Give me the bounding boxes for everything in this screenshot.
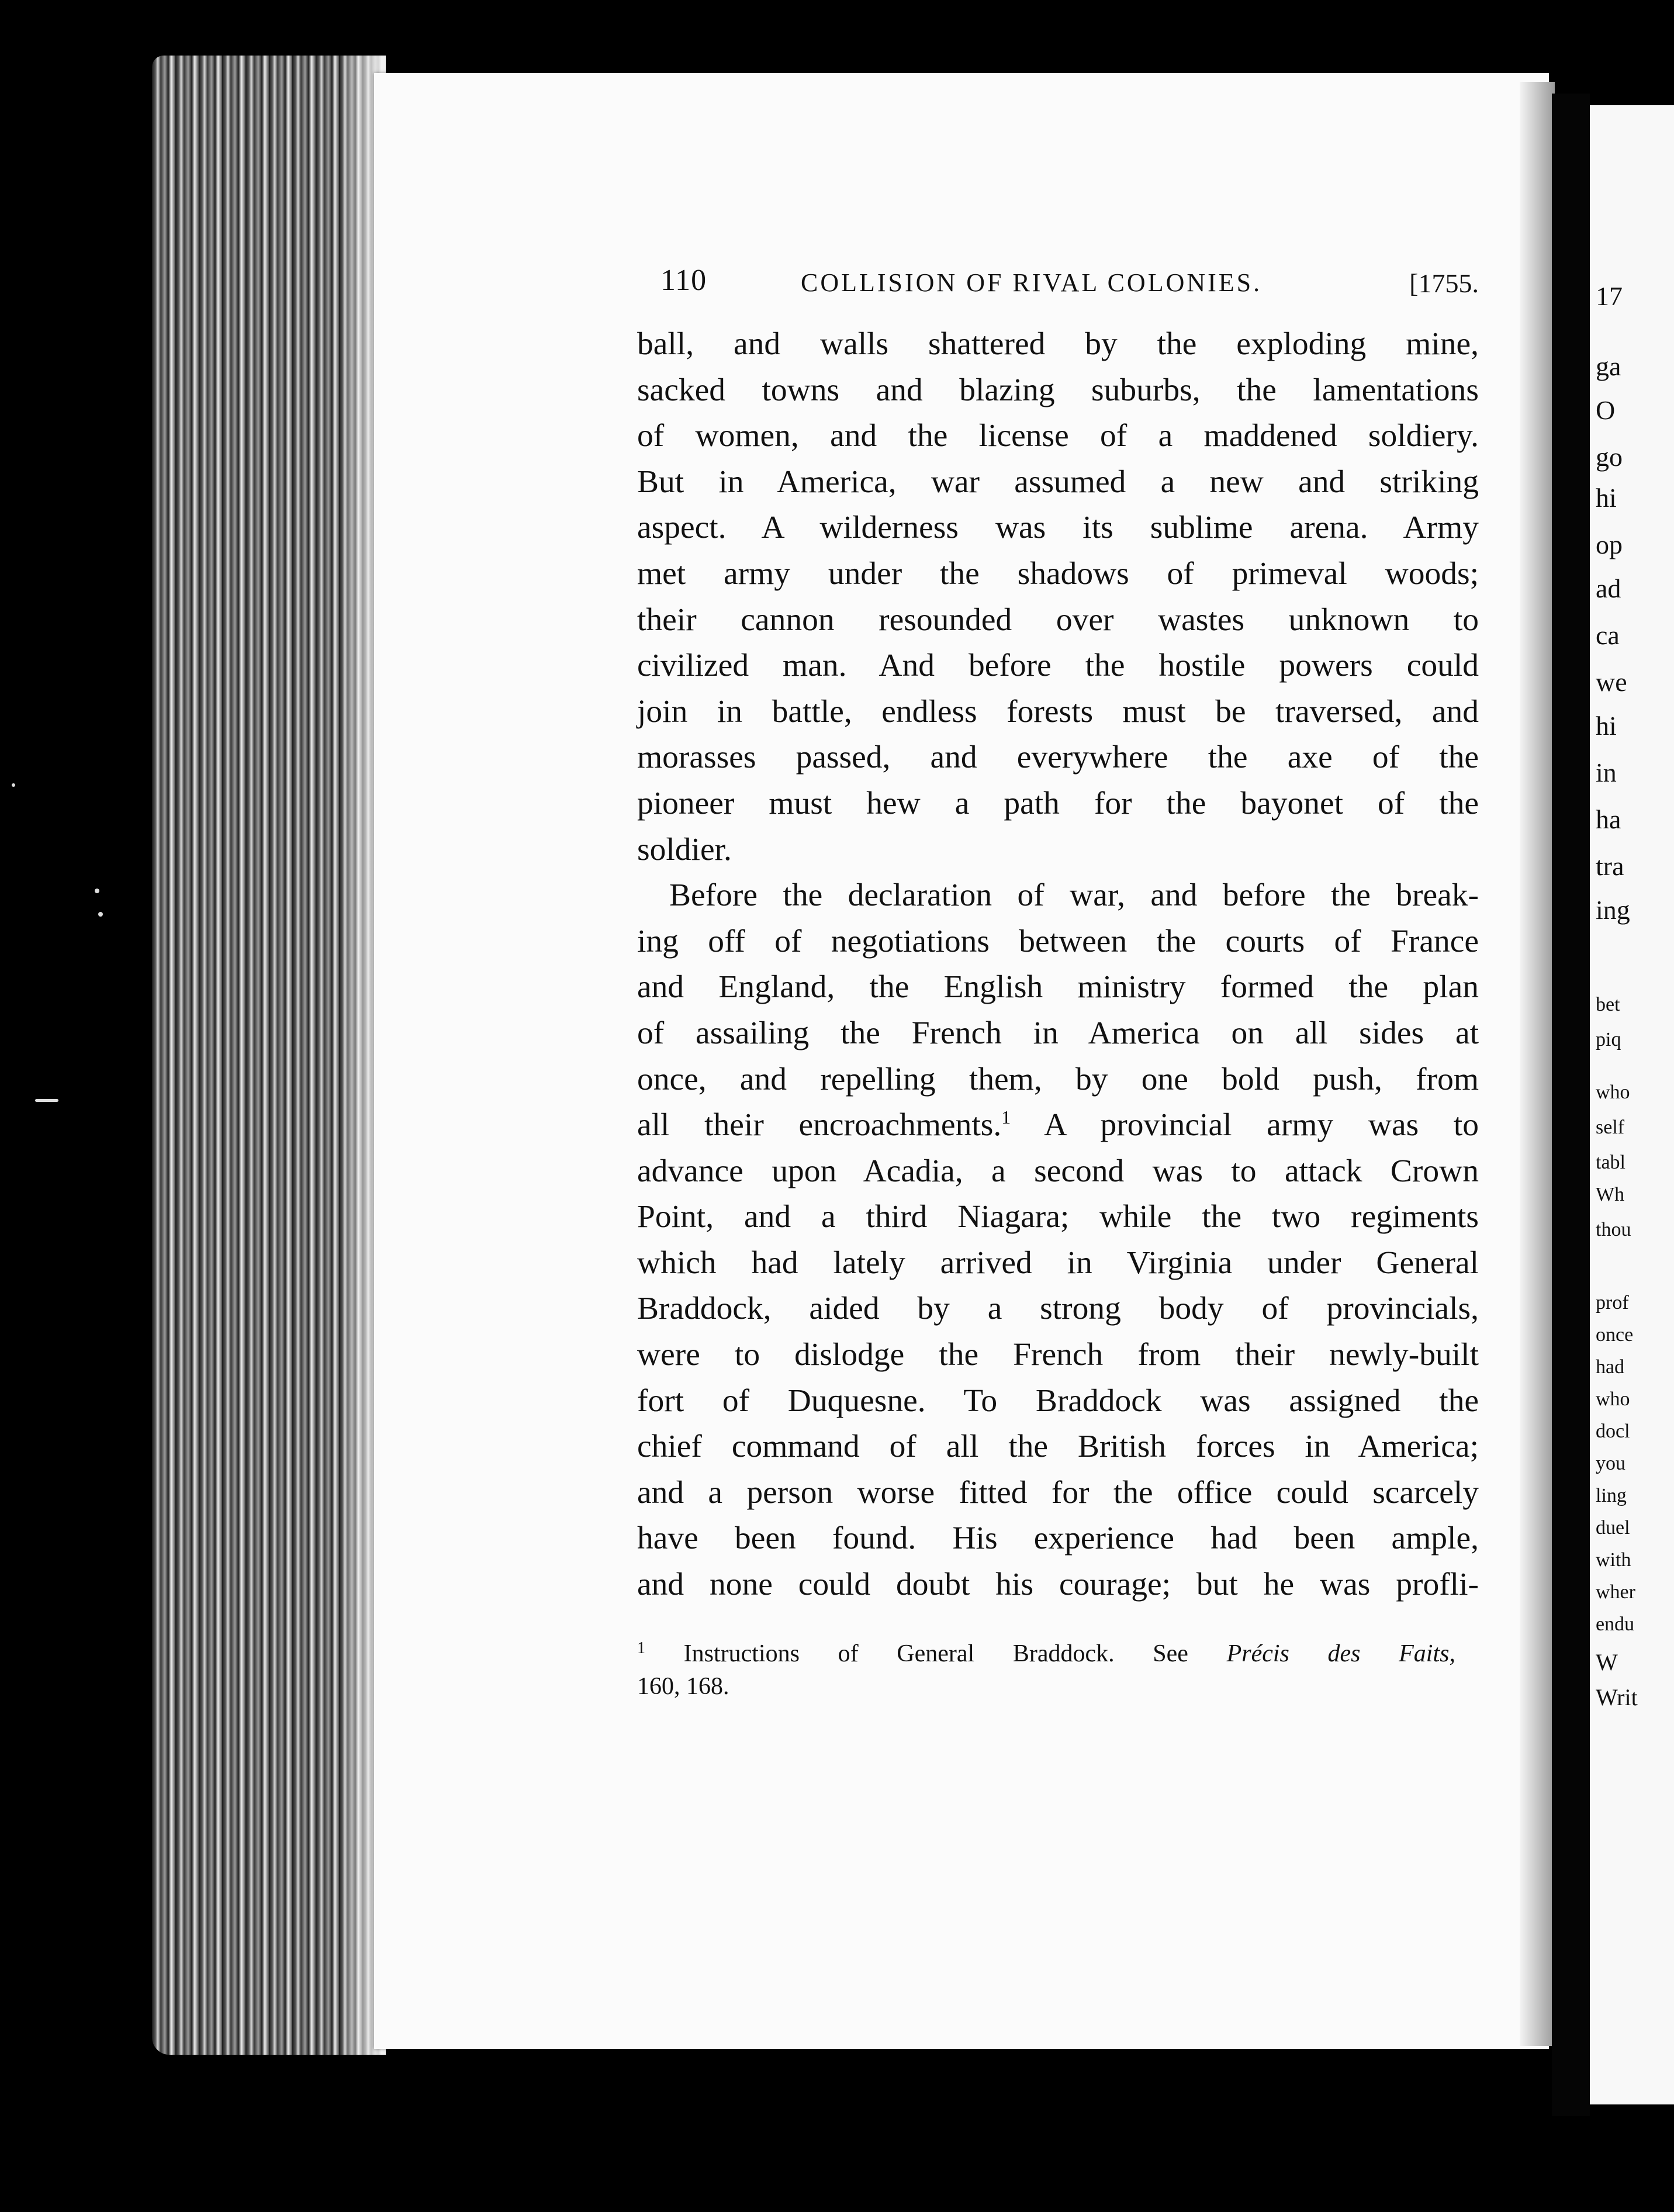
text-line: once, and repelling them, by one bold push, from	[637, 1061, 1479, 1097]
facing-fragment: self	[1596, 1117, 1625, 1138]
facing-fragment: had	[1596, 1356, 1625, 1378]
facing-fragment: ha	[1596, 804, 1621, 834]
running-year: [1755.	[1409, 268, 1479, 298]
facing-fragment: ing	[1596, 895, 1630, 925]
text-line: Braddock, aided by a strong body of provincials,	[637, 1291, 1479, 1327]
text-line: civilized man. And before the hostile powers could	[637, 648, 1479, 684]
footnote-mark: 1	[637, 1639, 645, 1657]
text-line: met army under the shadows of primeval woods;	[637, 555, 1479, 592]
facing-fragment: ling	[1596, 1485, 1627, 1506]
facing-fragment: wher	[1596, 1581, 1635, 1603]
text-line: ing off of negotiations between the courts of France	[637, 923, 1479, 959]
facing-fragment: who	[1596, 1081, 1630, 1103]
text-line: sacked towns and blazing suburbs, the lamentations	[637, 372, 1479, 408]
footnote-line	[637, 1632, 1455, 1670]
text-line: But in America, war assumed a new and striking	[637, 464, 1479, 500]
facing-fragment: prof	[1596, 1292, 1629, 1314]
text-line: pioneer must hew a path for the bayonet of the	[637, 785, 1479, 821]
footnote-italic: Précis des Faits,	[1226, 1640, 1455, 1667]
text-line: and a person worse fitted for the office could scarcely	[637, 1474, 1479, 1511]
text-line: were to dislodge the French from their newly-built	[637, 1337, 1479, 1373]
facing-fragment: endu	[1596, 1613, 1635, 1635]
facing-fragment: Wh	[1596, 1184, 1625, 1205]
text-line: fort of Duquesne. To Braddock was assigned the	[637, 1382, 1479, 1419]
page-fold-shadow	[1520, 82, 1555, 2046]
page-number: 110	[660, 264, 707, 297]
page-edges	[152, 56, 386, 2055]
scan-speck	[12, 783, 15, 787]
text-line: aspect. A wilderness was its sublime arena. Army	[637, 510, 1479, 546]
text-line: Point, and a third Niagara; while the two regiments	[637, 1199, 1479, 1235]
facing-fragment: tabl	[1596, 1152, 1625, 1173]
text-line: which had lately arrived in Virginia under General	[637, 1245, 1479, 1281]
facing-fragment: piq	[1596, 1029, 1621, 1050]
facing-fragment: hi	[1596, 483, 1617, 513]
facing-page	[1590, 105, 1674, 2104]
facing-fragment: 17	[1596, 281, 1623, 311]
footnote-line: 160, 168.	[637, 1673, 729, 1700]
facing-fragment: W	[1596, 1649, 1618, 1675]
facing-fragment: op	[1596, 530, 1623, 559]
facing-fragment: with	[1596, 1549, 1631, 1571]
facing-fragment: in	[1596, 758, 1617, 787]
footnote-text: Instructions of General Braddock. See	[645, 1640, 1227, 1667]
text-line: their cannon resounded over wastes unknown to	[637, 602, 1479, 638]
scan-speck	[35, 1099, 58, 1102]
facing-fragment: ad	[1596, 573, 1621, 603]
facing-fragment: ga	[1596, 351, 1621, 381]
text-segment: all their encroachments.	[637, 1107, 1002, 1143]
facing-fragment: go	[1596, 442, 1623, 472]
body-text	[637, 322, 1479, 1608]
facing-fragment: thou	[1596, 1219, 1631, 1240]
facing-fragment: who	[1596, 1388, 1630, 1410]
facing-fragment: tra	[1596, 851, 1624, 881]
chapter-title: COLLISION OF RIVAL COLONIES.	[801, 268, 1263, 297]
text-line: join in battle, endless forests must be traversed, and	[637, 693, 1479, 730]
facing-fragment: hi	[1596, 711, 1617, 741]
footnote	[637, 1632, 1455, 1703]
text-segment: A provincial army was to	[1011, 1107, 1479, 1143]
text-line: advance upon Acadia, a second was to attack Crown	[637, 1153, 1479, 1189]
facing-fragment: docl	[1596, 1420, 1630, 1442]
facing-fragment: we	[1596, 667, 1627, 697]
facing-fragment: once	[1596, 1324, 1634, 1346]
text-line: and England, the English ministry formed the plan	[637, 969, 1479, 1005]
text-line-with-note	[637, 1102, 1479, 1149]
text-line: of women, and the license of a maddened soldiery.	[637, 418, 1479, 454]
text-line: Before the declaration of war, and before the break-	[669, 877, 1479, 914]
facing-fragment: O	[1596, 395, 1616, 425]
text-line: chief command of all the British forces in America;	[637, 1429, 1479, 1465]
facing-fragment: duel	[1596, 1517, 1630, 1539]
text-line: have been found. His experience had been ample,	[637, 1520, 1479, 1557]
facing-fragment: Writ	[1596, 1684, 1638, 1710]
scan-speck	[95, 889, 99, 893]
text-line: of assailing the French in America on all sides at	[637, 1015, 1479, 1051]
text-line: ball, and walls shattered by the exploding mine,	[637, 326, 1479, 362]
gutter	[1552, 94, 1590, 2116]
footnote-reference: 1	[1001, 1107, 1011, 1128]
text-line: soldier.	[637, 831, 732, 867]
facing-fragment: bet	[1596, 994, 1620, 1015]
text-line: and none could doubt his courage; but he was profli-	[637, 1567, 1479, 1603]
running-head	[660, 263, 1479, 310]
text-line: morasses passed, and everywhere the axe of the	[637, 739, 1479, 776]
facing-fragment: you	[1596, 1453, 1625, 1474]
scan-speck	[98, 912, 103, 917]
facing-fragment: ca	[1596, 620, 1620, 650]
